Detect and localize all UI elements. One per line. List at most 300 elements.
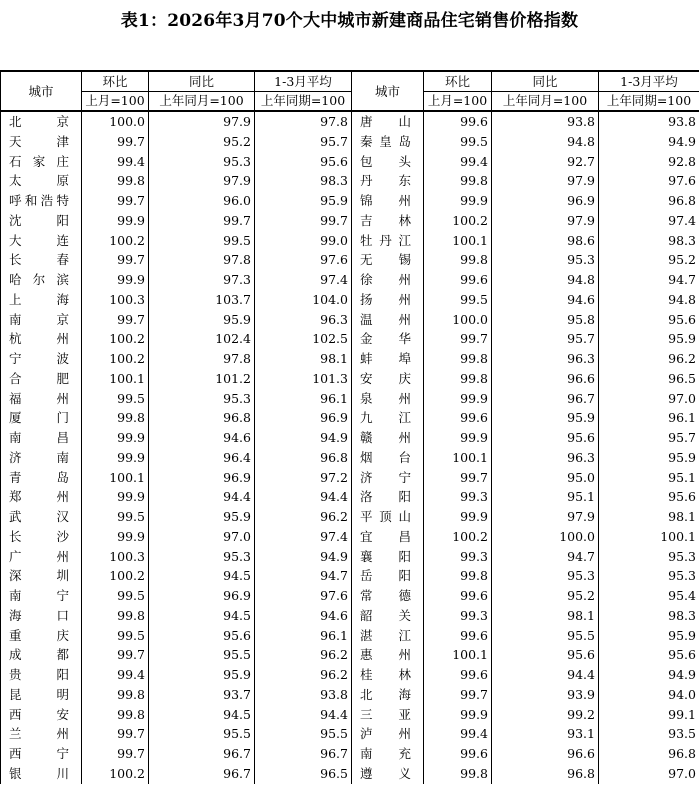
table-row	[1, 369, 699, 389]
cell-city: 广州	[1, 547, 82, 567]
cell-yoy: 95.0	[492, 468, 599, 488]
cell-city: 泸州	[352, 724, 424, 744]
table-row	[1, 566, 699, 586]
cell-city: 济南	[1, 448, 82, 468]
cell-mom: 100.0	[424, 310, 492, 330]
cell-yoy: 97.8	[149, 349, 255, 369]
cell-city: 南昌	[1, 428, 82, 448]
cell-avg: 96.9	[255, 408, 352, 428]
cell-mom: 99.5	[424, 290, 492, 310]
cell-avg: 96.2	[255, 645, 352, 665]
cell-mom: 99.9	[82, 211, 149, 231]
cell-avg: 96.7	[255, 744, 352, 764]
cell-yoy: 97.3	[149, 270, 255, 290]
cell-mom: 99.6	[424, 408, 492, 428]
cell-mom: 99.8	[424, 349, 492, 369]
cell-mom: 99.8	[424, 171, 492, 191]
table-row	[1, 527, 699, 547]
cell-avg: 96.1	[599, 408, 699, 428]
cell-avg: 95.6	[599, 487, 699, 507]
cell-mom: 99.9	[82, 448, 149, 468]
table-row	[1, 448, 699, 468]
cell-yoy: 102.4	[149, 329, 255, 349]
cell-yoy: 95.2	[149, 132, 255, 152]
cell-avg: 95.6	[255, 152, 352, 172]
cell-city: 惠州	[352, 645, 424, 665]
cell-avg: 94.7	[255, 566, 352, 586]
table-row	[1, 171, 699, 191]
table-row	[1, 487, 699, 507]
table-row	[1, 191, 699, 211]
cell-city: 武汉	[1, 507, 82, 527]
cell-city: 深圳	[1, 566, 82, 586]
cell-mom: 99.6	[424, 586, 492, 606]
cell-mom: 99.6	[424, 665, 492, 685]
cell-yoy: 95.6	[492, 645, 599, 665]
table-row	[1, 665, 699, 685]
cell-city: 贵阳	[1, 665, 82, 685]
table-row	[1, 152, 699, 172]
header-avg-2: 1-3月平均	[599, 71, 699, 92]
cell-city: 桂林	[352, 665, 424, 685]
cell-avg: 93.8	[599, 111, 699, 132]
cell-avg: 96.2	[255, 507, 352, 527]
cell-yoy: 96.7	[149, 764, 255, 784]
table-row	[1, 211, 699, 231]
cell-yoy: 95.7	[492, 329, 599, 349]
cell-city: 海口	[1, 606, 82, 626]
cell-city: 北海	[352, 685, 424, 705]
cell-city: 石家庄	[1, 152, 82, 172]
cell-mom: 99.8	[424, 369, 492, 389]
cell-avg: 104.0	[255, 290, 352, 310]
cell-yoy: 99.5	[149, 231, 255, 251]
cell-mom: 99.8	[82, 705, 149, 725]
cell-city: 包头	[352, 152, 424, 172]
cell-mom: 99.4	[82, 152, 149, 172]
cell-city: 青岛	[1, 468, 82, 488]
cell-yoy: 103.7	[149, 290, 255, 310]
cell-mom: 99.9	[82, 487, 149, 507]
cell-avg: 98.3	[255, 171, 352, 191]
table-row	[1, 250, 699, 270]
cell-yoy: 98.6	[492, 231, 599, 251]
cell-yoy: 94.4	[492, 665, 599, 685]
cell-mom: 99.9	[424, 389, 492, 409]
table-row	[1, 724, 699, 744]
cell-avg: 94.4	[255, 705, 352, 725]
cell-yoy: 98.1	[492, 606, 599, 626]
cell-yoy: 94.7	[492, 547, 599, 567]
cell-yoy: 94.5	[149, 705, 255, 725]
cell-yoy: 95.9	[149, 310, 255, 330]
cell-avg: 94.9	[599, 665, 699, 685]
cell-yoy: 96.3	[492, 448, 599, 468]
cell-yoy: 93.7	[149, 685, 255, 705]
table-row	[1, 111, 699, 132]
cell-avg: 98.1	[599, 507, 699, 527]
cell-city: 宜昌	[352, 527, 424, 547]
cell-mom: 99.9	[82, 270, 149, 290]
cell-city: 上海	[1, 290, 82, 310]
cell-avg: 96.5	[599, 369, 699, 389]
cell-city: 韶关	[352, 606, 424, 626]
cell-mom: 100.1	[424, 645, 492, 665]
cell-city: 岳阳	[352, 566, 424, 586]
cell-yoy: 97.9	[149, 111, 255, 132]
cell-avg: 97.0	[599, 389, 699, 409]
cell-city: 福州	[1, 389, 82, 409]
cell-city: 无锡	[352, 250, 424, 270]
cell-city: 烟台	[352, 448, 424, 468]
cell-mom: 100.1	[82, 369, 149, 389]
cell-city: 昆明	[1, 685, 82, 705]
cell-avg: 97.6	[255, 250, 352, 270]
cell-city: 扬州	[352, 290, 424, 310]
cell-city: 常德	[352, 586, 424, 606]
cell-yoy: 95.3	[149, 389, 255, 409]
cell-yoy: 95.9	[149, 665, 255, 685]
cell-mom: 99.3	[424, 606, 492, 626]
header-mom-base: 上月=100	[82, 92, 149, 112]
cell-yoy: 96.9	[492, 191, 599, 211]
cell-avg: 95.1	[599, 468, 699, 488]
cell-mom: 100.2	[82, 566, 149, 586]
table-row	[1, 547, 699, 567]
cell-avg: 95.9	[599, 626, 699, 646]
cell-yoy: 101.2	[149, 369, 255, 389]
cell-yoy: 95.1	[492, 487, 599, 507]
cell-mom: 100.1	[82, 468, 149, 488]
cell-yoy: 95.3	[492, 566, 599, 586]
cell-city: 南京	[1, 310, 82, 330]
cell-mom: 100.2	[82, 764, 149, 784]
cell-avg: 96.8	[599, 191, 699, 211]
cell-yoy: 94.5	[149, 606, 255, 626]
cell-city: 西安	[1, 705, 82, 725]
cell-mom: 99.8	[424, 566, 492, 586]
cell-avg: 96.5	[255, 764, 352, 784]
cell-avg: 96.3	[255, 310, 352, 330]
cell-city: 南宁	[1, 586, 82, 606]
cell-mom: 100.1	[424, 448, 492, 468]
table-title: 表1：2026年3月70个大中城市新建商品住宅销售价格指数	[120, 11, 579, 31]
cell-yoy: 96.0	[149, 191, 255, 211]
cell-city: 徐州	[352, 270, 424, 290]
cell-avg: 95.4	[599, 586, 699, 606]
cell-yoy: 96.8	[492, 764, 599, 784]
cell-avg: 95.6	[599, 310, 699, 330]
cell-avg: 95.9	[255, 191, 352, 211]
cell-mom: 99.9	[82, 428, 149, 448]
cell-city: 宁波	[1, 349, 82, 369]
cell-city: 哈尔滨	[1, 270, 82, 290]
cell-avg: 101.3	[255, 369, 352, 389]
cell-city: 唐山	[352, 111, 424, 132]
cell-city: 锦州	[352, 191, 424, 211]
cell-mom: 99.3	[424, 547, 492, 567]
cell-avg: 96.8	[255, 448, 352, 468]
table-row	[1, 586, 699, 606]
cell-mom: 99.5	[424, 132, 492, 152]
cell-avg: 97.2	[255, 468, 352, 488]
cell-mom: 99.3	[424, 487, 492, 507]
cell-yoy: 95.9	[492, 408, 599, 428]
cell-avg: 96.1	[255, 389, 352, 409]
cell-yoy: 97.9	[492, 171, 599, 191]
table-row	[1, 231, 699, 251]
cell-city: 温州	[352, 310, 424, 330]
cell-avg: 95.6	[599, 645, 699, 665]
cell-city: 重庆	[1, 626, 82, 646]
cell-avg: 92.8	[599, 152, 699, 172]
cell-mom: 99.6	[424, 270, 492, 290]
table-row	[1, 645, 699, 665]
cell-avg: 97.4	[599, 211, 699, 231]
cell-yoy: 94.8	[492, 132, 599, 152]
cell-yoy: 97.9	[149, 171, 255, 191]
header-yoy-base-2: 上年同月=100	[492, 92, 599, 112]
cell-avg: 95.3	[599, 547, 699, 567]
table-row	[1, 389, 699, 409]
cell-yoy: 97.0	[149, 527, 255, 547]
cell-city: 合肥	[1, 369, 82, 389]
cell-yoy: 95.5	[149, 645, 255, 665]
cell-mom: 99.7	[424, 329, 492, 349]
cell-city: 蚌埠	[352, 349, 424, 369]
cell-avg: 94.9	[599, 132, 699, 152]
cell-yoy: 96.4	[149, 448, 255, 468]
cell-city: 吉林	[352, 211, 424, 231]
cell-mom: 100.2	[82, 231, 149, 251]
cell-city: 九江	[352, 408, 424, 428]
cell-mom: 99.7	[424, 685, 492, 705]
cell-mom: 99.8	[82, 685, 149, 705]
cell-city: 西宁	[1, 744, 82, 764]
cell-yoy: 96.3	[492, 349, 599, 369]
cell-mom: 99.5	[82, 507, 149, 527]
cell-mom: 100.2	[424, 211, 492, 231]
cell-mom: 99.9	[82, 527, 149, 547]
cell-avg: 97.6	[599, 171, 699, 191]
cell-mom: 99.6	[424, 626, 492, 646]
cell-avg: 94.8	[599, 290, 699, 310]
cell-city: 长春	[1, 250, 82, 270]
cell-city: 襄阳	[352, 547, 424, 567]
header-avg-base: 上年同期=100	[255, 92, 352, 112]
cell-mom: 100.3	[82, 290, 149, 310]
table-row	[1, 408, 699, 428]
cell-mom: 99.6	[424, 111, 492, 132]
cell-city: 洛阳	[352, 487, 424, 507]
cell-yoy: 96.9	[149, 468, 255, 488]
header-avg: 1-3月平均	[255, 71, 352, 92]
cell-avg: 100.1	[599, 527, 699, 547]
cell-mom: 99.9	[424, 705, 492, 725]
cell-city: 平顶山	[352, 507, 424, 527]
header-mom-2: 环比	[424, 71, 492, 92]
cell-city: 银川	[1, 764, 82, 784]
cell-yoy: 96.7	[492, 389, 599, 409]
cell-city: 牡丹江	[352, 231, 424, 251]
cell-avg: 97.4	[255, 270, 352, 290]
cell-city: 安庆	[352, 369, 424, 389]
cell-city: 大连	[1, 231, 82, 251]
cell-avg: 95.2	[599, 250, 699, 270]
cell-avg: 97.6	[255, 586, 352, 606]
cell-city: 杭州	[1, 329, 82, 349]
cell-city: 泉州	[352, 389, 424, 409]
cell-city: 济宁	[352, 468, 424, 488]
cell-yoy: 93.8	[492, 111, 599, 132]
cell-avg: 99.1	[599, 705, 699, 725]
header-city: 城市	[1, 71, 82, 111]
cell-avg: 102.5	[255, 329, 352, 349]
cell-mom: 100.2	[424, 527, 492, 547]
cell-mom: 100.0	[82, 111, 149, 132]
cell-mom: 99.4	[424, 724, 492, 744]
cell-mom: 99.8	[424, 250, 492, 270]
cell-mom: 99.5	[82, 626, 149, 646]
cell-mom: 99.8	[82, 408, 149, 428]
cell-avg: 98.3	[599, 606, 699, 626]
cell-avg: 96.1	[255, 626, 352, 646]
table-row	[1, 290, 699, 310]
cell-yoy: 94.8	[492, 270, 599, 290]
cell-city: 秦皇岛	[352, 132, 424, 152]
cell-city: 成都	[1, 645, 82, 665]
cell-avg: 94.6	[255, 606, 352, 626]
table-row	[1, 606, 699, 626]
cell-yoy: 96.6	[492, 369, 599, 389]
cell-yoy: 96.9	[149, 586, 255, 606]
cell-avg: 94.9	[255, 428, 352, 448]
cell-avg: 93.8	[255, 685, 352, 705]
cell-mom: 100.3	[82, 547, 149, 567]
cell-city: 长沙	[1, 527, 82, 547]
cell-mom: 99.7	[82, 132, 149, 152]
cell-yoy: 97.9	[492, 211, 599, 231]
cell-city: 湛江	[352, 626, 424, 646]
cell-mom: 99.9	[424, 507, 492, 527]
table-row	[1, 626, 699, 646]
cell-city: 南充	[352, 744, 424, 764]
cell-avg: 95.9	[599, 329, 699, 349]
cell-avg: 95.9	[599, 448, 699, 468]
cell-mom: 99.9	[424, 428, 492, 448]
cell-avg: 96.8	[599, 744, 699, 764]
cell-avg: 99.7	[255, 211, 352, 231]
cell-mom: 99.4	[82, 665, 149, 685]
cell-avg: 98.3	[599, 231, 699, 251]
cell-mom: 100.1	[424, 231, 492, 251]
table-row	[1, 310, 699, 330]
cell-yoy: 95.6	[492, 428, 599, 448]
cell-yoy: 95.3	[149, 152, 255, 172]
cell-avg: 95.7	[255, 132, 352, 152]
cell-city: 丹东	[352, 171, 424, 191]
cell-yoy: 99.7	[149, 211, 255, 231]
header-yoy-base: 上年同月=100	[149, 92, 255, 112]
table-row	[1, 428, 699, 448]
cell-mom: 99.7	[424, 468, 492, 488]
cell-mom: 100.2	[82, 349, 149, 369]
cell-city: 赣州	[352, 428, 424, 448]
cell-yoy: 97.8	[149, 250, 255, 270]
cell-city: 太原	[1, 171, 82, 191]
table-row	[1, 468, 699, 488]
cell-yoy: 97.9	[492, 507, 599, 527]
cell-avg: 96.2	[599, 349, 699, 369]
cell-yoy: 99.2	[492, 705, 599, 725]
cell-avg: 94.9	[255, 547, 352, 567]
header-mom: 环比	[82, 71, 149, 92]
cell-city: 厦门	[1, 408, 82, 428]
table-row	[1, 744, 699, 764]
cell-yoy: 92.7	[492, 152, 599, 172]
table-row	[1, 764, 699, 784]
cell-yoy: 95.3	[492, 250, 599, 270]
cell-mom: 99.8	[82, 171, 149, 191]
cell-city: 遵义	[352, 764, 424, 784]
cell-yoy: 100.0	[492, 527, 599, 547]
cell-city: 天津	[1, 132, 82, 152]
table-body	[1, 111, 699, 784]
cell-avg: 95.5	[255, 724, 352, 744]
header-yoy: 同比	[149, 71, 255, 92]
cell-yoy: 94.6	[149, 428, 255, 448]
cell-yoy: 94.4	[149, 487, 255, 507]
cell-yoy: 93.9	[492, 685, 599, 705]
cell-avg: 94.7	[599, 270, 699, 290]
cell-avg: 94.0	[599, 685, 699, 705]
table-row	[1, 270, 699, 290]
cell-mom: 99.7	[82, 724, 149, 744]
price-index-table	[0, 70, 699, 784]
cell-mom: 99.7	[82, 310, 149, 330]
cell-avg: 94.4	[255, 487, 352, 507]
table-row	[1, 349, 699, 369]
header-avg-base-2: 上年同期=100	[599, 92, 699, 112]
cell-city: 兰州	[1, 724, 82, 744]
cell-mom: 99.4	[424, 152, 492, 172]
cell-yoy: 94.6	[492, 290, 599, 310]
cell-avg: 97.0	[599, 764, 699, 784]
table-row	[1, 329, 699, 349]
cell-city: 北京	[1, 111, 82, 132]
table-row	[1, 132, 699, 152]
cell-city: 三亚	[352, 705, 424, 725]
cell-avg: 98.1	[255, 349, 352, 369]
header-city-2: 城市	[352, 71, 424, 111]
cell-mom: 100.2	[82, 329, 149, 349]
cell-avg: 97.8	[255, 111, 352, 132]
cell-yoy: 96.6	[492, 744, 599, 764]
cell-yoy: 95.9	[149, 507, 255, 527]
cell-yoy: 96.7	[149, 744, 255, 764]
cell-city: 呼和浩特	[1, 191, 82, 211]
cell-mom: 99.9	[424, 191, 492, 211]
cell-mom: 99.7	[82, 191, 149, 211]
cell-avg: 95.7	[599, 428, 699, 448]
cell-avg: 96.2	[255, 665, 352, 685]
cell-yoy: 95.2	[492, 586, 599, 606]
cell-avg: 93.5	[599, 724, 699, 744]
cell-yoy: 96.8	[149, 408, 255, 428]
cell-yoy: 94.5	[149, 566, 255, 586]
cell-avg: 97.4	[255, 527, 352, 547]
header-mom-base-2: 上月=100	[424, 92, 492, 112]
